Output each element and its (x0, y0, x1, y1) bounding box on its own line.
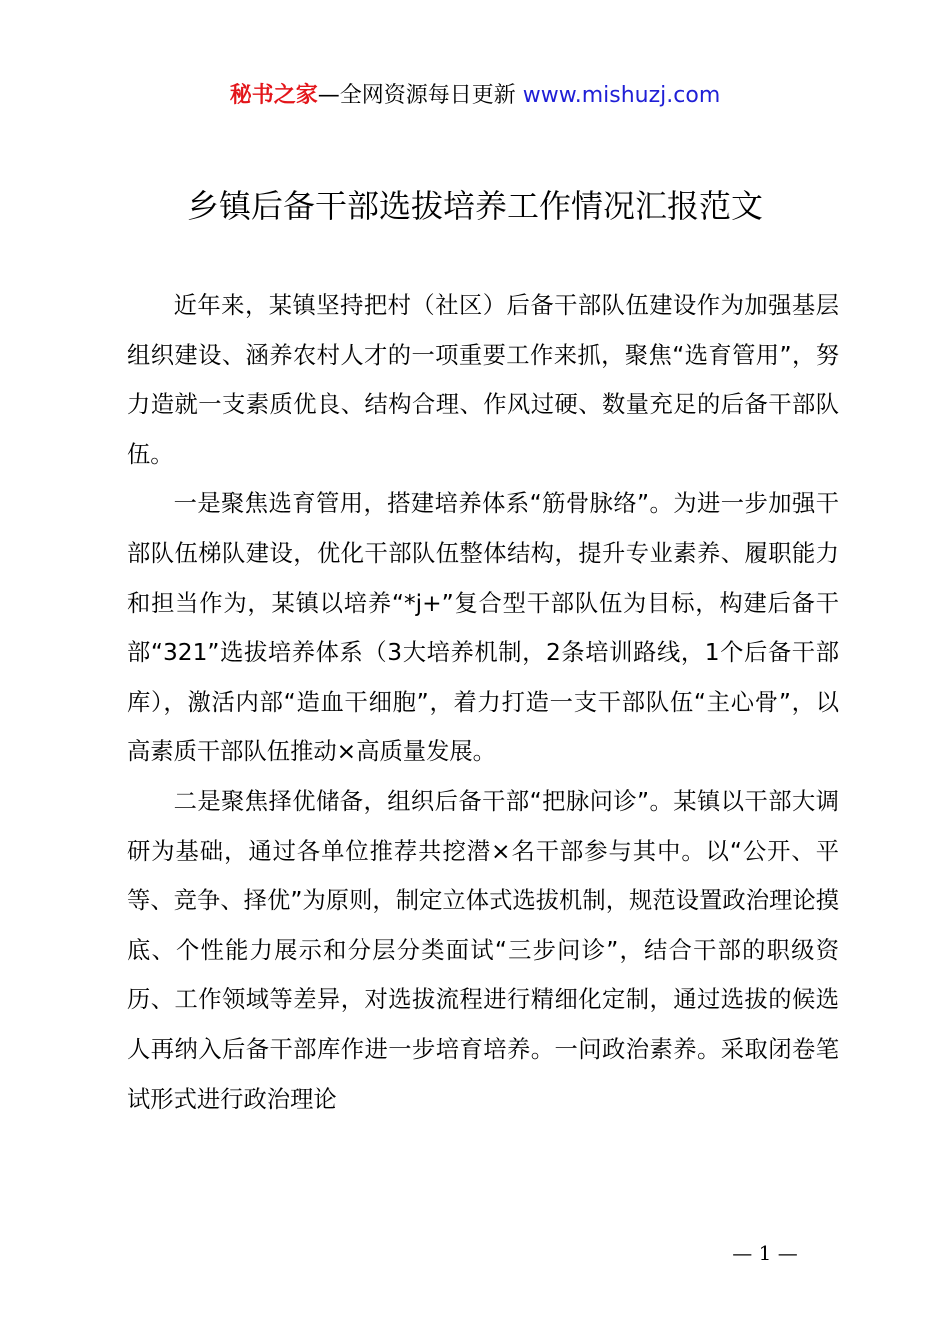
paragraph-section-1: 一是聚焦选育管用，搭建培养体系“筋骨脉络”。为进一步加强干部队伍梯队建设，优化干部队伍整体结构，提升专业素养、履职能力和担当作为，某镇以培养“*j+”复合型干部队伍为目标，构建后备干部“321”选拔培养体系（3大培养机制，2条培训路线，1个后备干部库），激活内部“造血干细胞”，着力打造一支干部队伍“主心骨”，以高素质干部队伍推动×高质量发展。 (127, 490, 839, 766)
site-slogan: —全网资源每日更新 (317, 83, 516, 108)
paragraph-intro: 近年来，某镇坚持把村（社区）后备干部队伍建设作为加强基层组织建设、涵养农村人才的一项重要工作来抓，聚焦“选育管用”，努力造就一支素质优良、结构合理、作风过硬、数量充足的后备干部队伍。 (127, 292, 839, 468)
page-number: — 1 — (732, 1241, 798, 1265)
site-watermark-header (0, 80, 950, 112)
site-brand: 秘书之家 (229, 83, 318, 108)
paragraph-section-2: 二是聚焦择优储备，组织后备干部“把脉问诊”。某镇以干部大调研为基础，通过各单位推荐共挖潜×名干部参与其中。以“公开、平等、竞争、择优”为原则，制定立体式选拔机制，规范设置政治理论摸底、个性能力展示和分层分类面试“三步问诊”，结合干部的职级资历、工作领域等差异，对选拔流程进行精细化定制，通过选拔的候选人再纳入后备干部库作进一步培育培养。一问政治素养。采取闭卷笔试形式进行政治理论 (127, 787, 839, 1113)
document-title: 乡镇后备干部选拔培养工作情况汇报范文 (186, 187, 763, 225)
site-url[interactable]: www.mishuzj.com (522, 83, 721, 108)
document-body (127, 281, 839, 1124)
